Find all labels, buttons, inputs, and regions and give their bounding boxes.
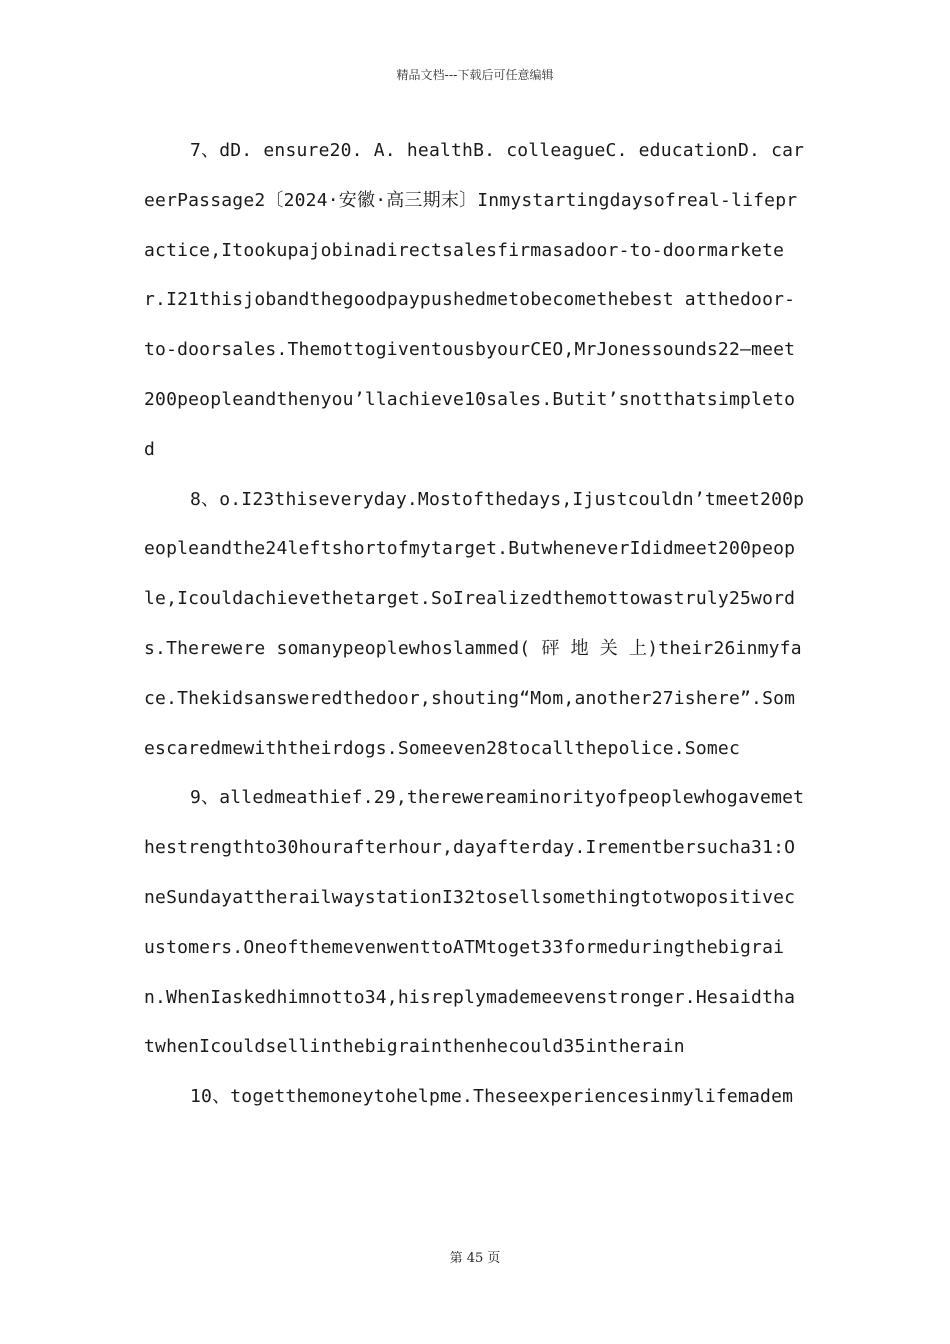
paragraph-7: 7、dD. ensure20. A. healthB. colleagueC. educationD. careerPassage2〔2024·安徽·高三期末〕Inmystartingdaysofreal-lifepractice,Itookupajobinadirectsalesfirmasadoor-to-doormarketer.I21thisjobandthegoodpaypushedmetobecomethebest atthedoor-to-doorsales.ThemottogiventousbyourCEO,MrJonessounds22—meet200peopleandthenyou’llachieve10sales.Butit’snotthatsimpletod: [144, 140, 805, 460]
page-number: 第 45 页: [449, 1251, 501, 1266]
document-body: [144, 126, 806, 1122]
paragraph-8: 8、o.I23thiseveryday.Mostofthedays,Ijustcouldn’tmeet200peopleandthe24leftshortofmytarget.ButwheneverIdidmeet200people,Icouldachievethetarget.SoIrealizedthemottowastruly25words.Therewere somanypeoplewhoslammed( 砰 地 关 上)their26inmyface.Thekidsansweredthedoor,shouting“Mom,another27ishere”.Somescaredmewiththeirdogs.Someeven28tocallthepolice.Somec: [144, 488, 805, 759]
paragraph-9: 9、alledmeathief.29,therewereaminorityofpeoplewhogavemethestrengthto30hourafterhour,dayafterday.Irementbersucha31:OneSundayattherailwaystationI32tosellsomethingtotwopositivecustomers.OneofthemevenwenttoATMtoget33formeduringthebigrain.WhenIaskedhimnotto34,hisreplymademeevenstronger.HesaidthatwhenIcouldsellinthebigrainthenhecould35intherain: [144, 787, 805, 1058]
paragraph-10: 10、togetthemoneytohelpme.Theseexperiencesinmylifemadem: [190, 1086, 794, 1108]
page-header: 精品文档---下载后可任意编辑: [396, 68, 554, 82]
